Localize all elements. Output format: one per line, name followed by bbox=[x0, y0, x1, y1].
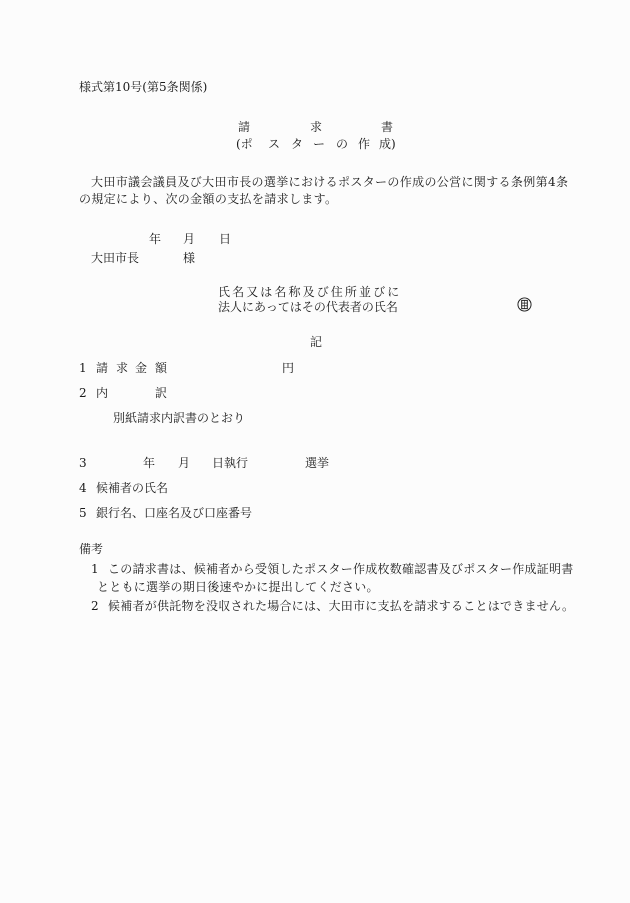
item-number: 5 bbox=[79, 506, 87, 520]
ki-heading: 記 bbox=[310, 335, 323, 349]
form-number: 様式第10号(第5条関係) bbox=[79, 80, 208, 94]
item-label-char: 内 bbox=[96, 386, 109, 400]
note-1-line-2: とともに選挙の期日後速やかに提出してください。 bbox=[97, 580, 379, 594]
date-year-label: 年 bbox=[149, 232, 162, 246]
item-label-char: 請 bbox=[96, 361, 109, 375]
item-number: 1 bbox=[79, 361, 87, 375]
subtitle-char: ス bbox=[268, 137, 281, 151]
item-label: 銀行名、口座名及び口座番号 bbox=[96, 506, 253, 520]
date-month-label: 月 bbox=[183, 232, 196, 246]
subtitle-char: 成) bbox=[379, 137, 396, 151]
intro-line-2: の規定により、次の金額の支払を請求します。 bbox=[79, 192, 338, 206]
subtitle-char: タ bbox=[291, 137, 304, 151]
addressee-honorific: 様 bbox=[183, 251, 196, 265]
item-number: 3 bbox=[79, 456, 87, 470]
item-label-char: 額 bbox=[155, 361, 168, 375]
item-label-char: 金 bbox=[135, 361, 148, 375]
subtitle-char: の bbox=[336, 137, 349, 151]
currency-unit: 円 bbox=[282, 361, 295, 375]
item-label: 候補者の氏名 bbox=[96, 481, 169, 495]
item-number: 4 bbox=[79, 481, 87, 495]
seal-icon bbox=[517, 297, 532, 312]
addressee-name: 大田市長 bbox=[91, 251, 140, 265]
election-label: 選挙 bbox=[305, 456, 330, 470]
date-day-label: 日 bbox=[219, 232, 232, 246]
item-label-char: 求 bbox=[116, 361, 129, 375]
election-day-label: 日執行 bbox=[212, 456, 249, 470]
item-label-char: 訳 bbox=[155, 386, 168, 400]
note-2-line-1: 候補者が供託物を没収された場合には、大田市に支払を請求することはできません。 bbox=[108, 599, 575, 613]
breakdown-detail: 別紙請求内訳書のとおり bbox=[113, 411, 246, 425]
note-number: 1 bbox=[91, 562, 99, 576]
subtitle-char: (ポ bbox=[236, 137, 253, 151]
title-char: 請 bbox=[238, 120, 251, 134]
item-number: 2 bbox=[79, 386, 87, 400]
notes-heading: 備考 bbox=[79, 542, 104, 556]
subtitle-char: 作 bbox=[358, 137, 371, 151]
claimant-line-2: 法人にあってはその代表者の氏名 bbox=[218, 300, 398, 314]
note-1-line-1: この請求書は、候補者から受領したポスター作成枚数確認書及びポスター作成証明書 bbox=[108, 562, 574, 576]
title-char: 書 bbox=[381, 120, 394, 134]
title-char: 求 bbox=[310, 120, 323, 134]
election-month-label: 月 bbox=[178, 456, 191, 470]
note-number: 2 bbox=[91, 599, 99, 613]
intro-line-1: 大田市議会議員及び大田市長の選挙におけるポスターの作成の公営に関する条例第4条 bbox=[91, 175, 569, 189]
claimant-line-1: 氏名又は名称及び住所並びに bbox=[218, 285, 402, 299]
subtitle-char: ー bbox=[313, 137, 326, 151]
election-year-label: 年 bbox=[143, 456, 156, 470]
